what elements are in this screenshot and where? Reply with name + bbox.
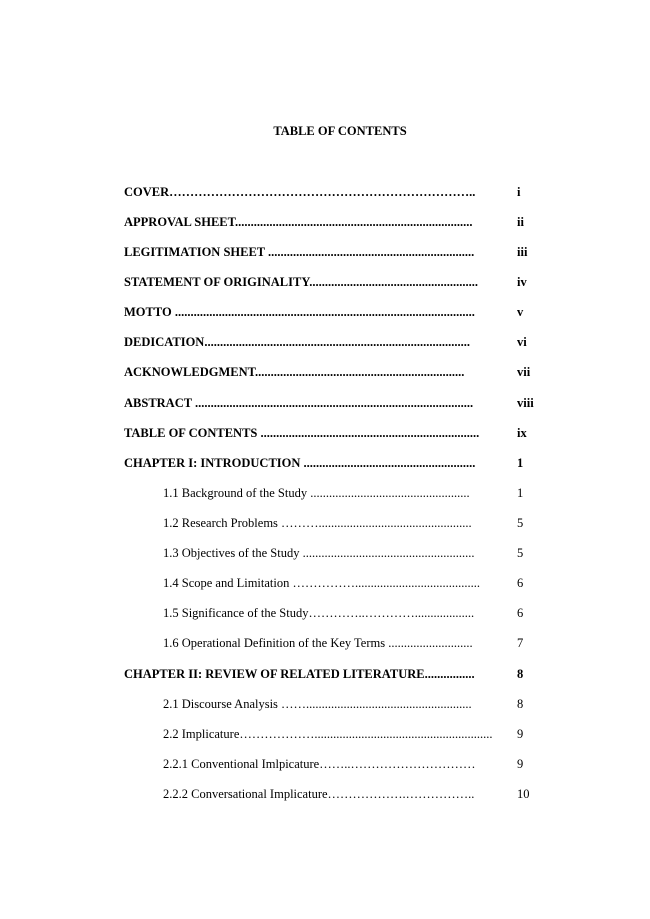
toc-entry-2-2: [163, 726, 583, 742]
toc-entry-page: ix: [517, 426, 527, 440]
toc-entry-page: 1: [517, 456, 524, 470]
toc-entry-statement-of-originality: [124, 274, 544, 290]
toc-entry-text: MOTTO ................................................................................................: [124, 305, 475, 319]
toc-entry-table-of-contents: [124, 425, 544, 441]
toc-entry-text: 1.3 Objectives of the Study .......................................................: [163, 546, 475, 560]
toc-entry-dedication: [124, 334, 544, 350]
toc-entry-page: 6: [517, 606, 524, 620]
toc-entry-text: ABSTRACT .........................................................................................: [124, 396, 474, 410]
toc-entry-text: CHAPTER I: INTRODUCTION .......................................................: [124, 456, 476, 470]
toc-entry-text: 1.6 Operational Definition of the Key Terms ...........................: [163, 636, 473, 650]
toc-entry-2-2-2: [163, 786, 583, 802]
toc-entry-page: 10: [517, 787, 530, 801]
toc-entry-2-1: [163, 696, 583, 712]
toc-entry-text: 2.1 Discourse Analysis …….....................................................: [163, 697, 472, 711]
toc-entry-text: 2.2.1 Conventional Imlpicature……..…………………………: [163, 757, 476, 771]
toc-entry-2-2-1: [163, 756, 583, 772]
toc-entry-text: 2.2 Implicature……………….........................................................: [163, 727, 493, 741]
toc-entry-chapter-1: [124, 455, 544, 471]
toc-entry-1-5: [163, 605, 583, 621]
toc-entry-1-3: [163, 545, 583, 561]
toc-entry-text: 1.5 Significance of the Study…………..…………...................: [163, 606, 475, 620]
toc-entry-text: STATEMENT OF ORIGINALITY......................................................: [124, 275, 478, 289]
toc-entry-page: vii: [517, 365, 531, 379]
toc-entry-page: vi: [517, 335, 527, 349]
toc-entry-text: CHAPTER II: REVIEW OF RELATED LITERATURE................: [124, 667, 475, 681]
toc-entry-legitimation-sheet: [124, 244, 544, 260]
toc-entry-page: 7: [517, 636, 524, 650]
toc-entry-page: i: [517, 185, 521, 199]
toc-entry-abstract: [124, 395, 544, 411]
toc-entry-page: ii: [517, 215, 524, 229]
toc-entry-text: 1.4 Scope and Limitation ……………........................................: [163, 576, 480, 590]
toc-entry-acknowledgment: [124, 364, 544, 380]
toc-entry-text: LEGITIMATION SHEET ..................................................................: [124, 245, 475, 259]
toc-entry-page: 5: [517, 516, 524, 530]
toc-entry-text: TABLE OF CONTENTS ......................................................................: [124, 426, 480, 440]
toc-title: TABLE OF CONTENTS: [273, 124, 407, 138]
toc-entry-page: 6: [517, 576, 524, 590]
toc-entry-page: iii: [517, 245, 528, 259]
toc-entry-approval-sheet: [124, 214, 544, 230]
toc-entry-1-6: [163, 635, 583, 651]
toc-entry-text: APPROVAL SHEET............................................................................: [124, 215, 473, 229]
toc-entry-text: 1.2 Research Problems ……….................................................: [163, 516, 472, 530]
toc-entry-page: 8: [517, 697, 524, 711]
toc-entry-1-2: [163, 515, 583, 531]
toc-entry-page: 9: [517, 757, 524, 771]
toc-entry-text: COVER………………………………………………………………..: [124, 185, 476, 199]
toc-entry-page: viii: [517, 396, 534, 410]
toc-entry-chapter-2: [124, 666, 544, 682]
toc-entry-cover: [124, 184, 544, 200]
toc-entry-1-4: [163, 575, 583, 591]
toc-entry-page: 1: [517, 486, 524, 500]
toc-entry-text: 1.1 Background of the Study ...................................................: [163, 486, 470, 500]
toc-entry-page: iv: [517, 275, 527, 289]
toc-entry-motto: [124, 304, 544, 320]
toc-entry-1-1: [163, 485, 583, 501]
toc-entry-text: DEDICATION.....................................................................................: [124, 335, 470, 349]
toc-entry-page: 8: [517, 667, 524, 681]
toc-entry-text: 2.2.2 Conversational Implicature……………….……………..: [163, 787, 475, 801]
toc-entry-page: v: [517, 305, 524, 319]
toc-entry-page: 9: [517, 727, 524, 741]
toc-entry-text: ACKNOWLEDGMENT...................................................................: [124, 365, 465, 379]
toc-entry-page: 5: [517, 546, 524, 560]
